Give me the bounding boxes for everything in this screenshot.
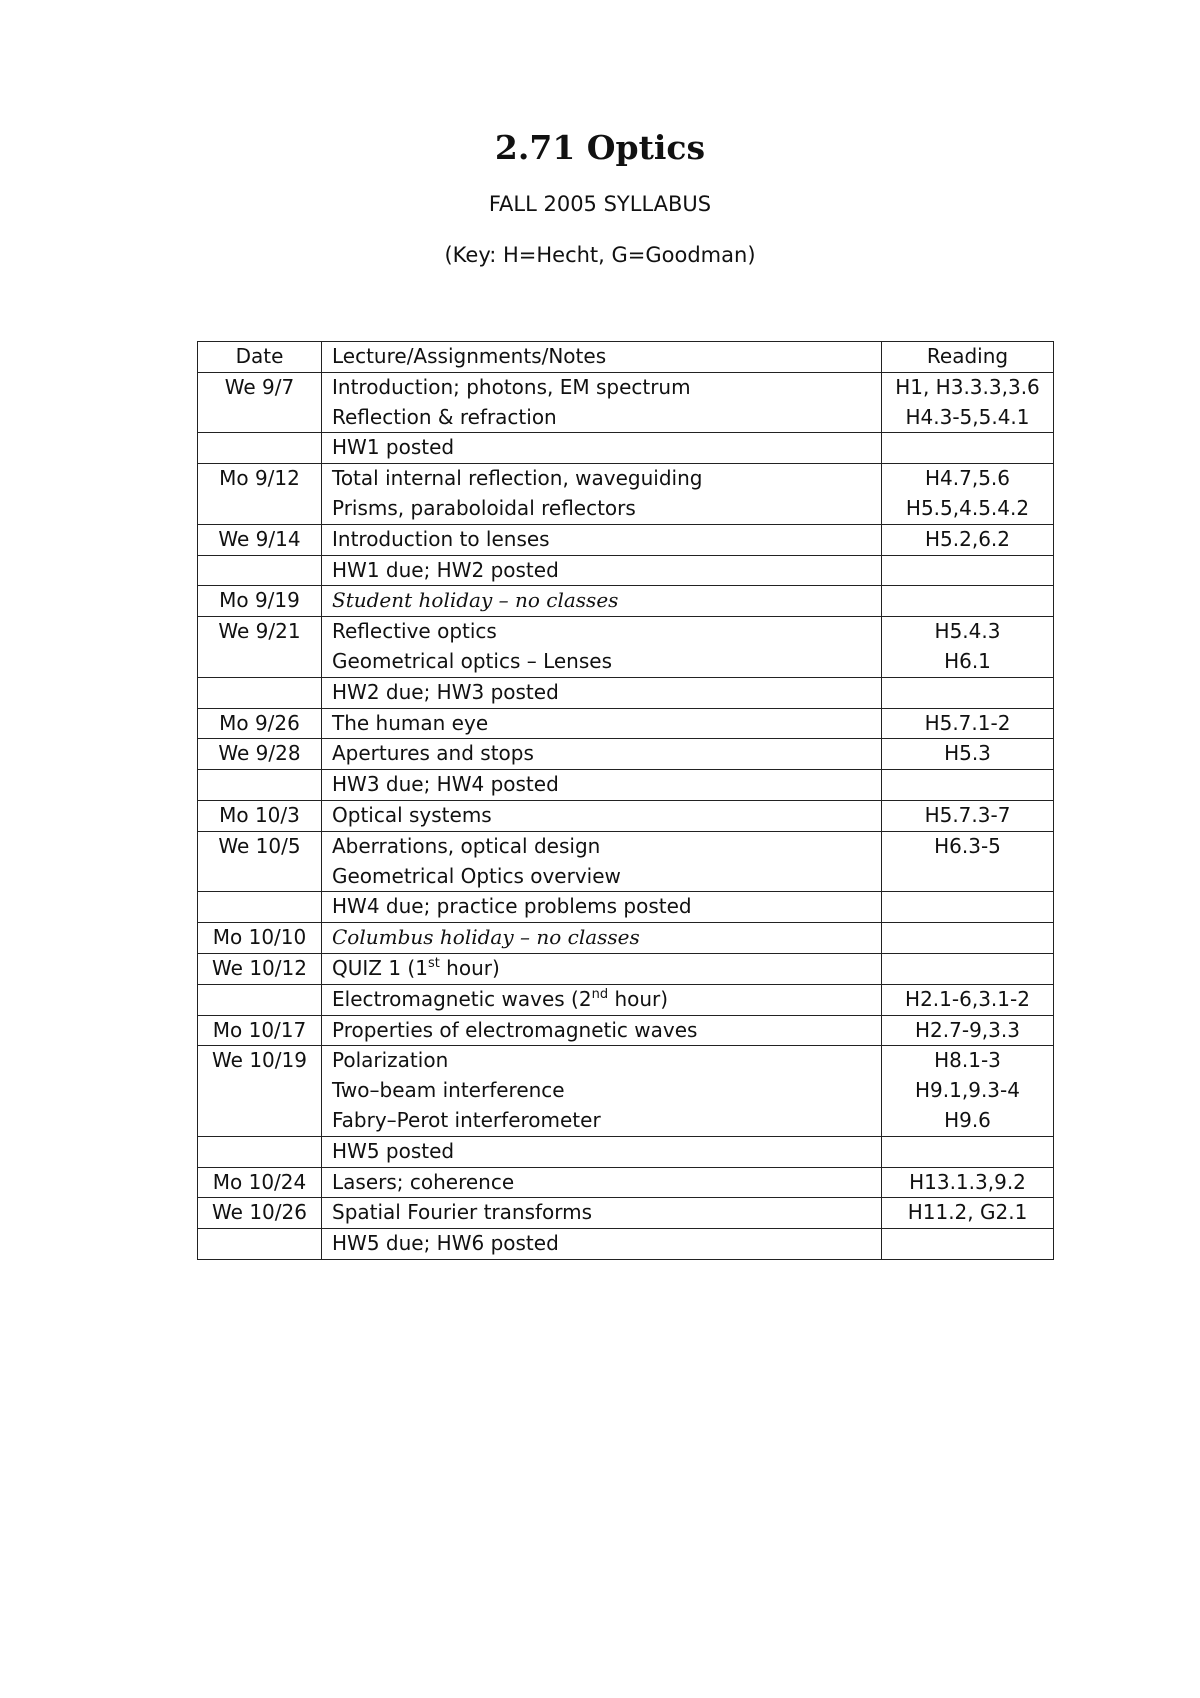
table-row	[198, 1046, 1054, 1076]
header-reading: Reading	[882, 342, 1054, 373]
table-row	[198, 1167, 1054, 1198]
table-row	[198, 739, 1054, 770]
table-row	[198, 1076, 1054, 1106]
lecture-cell	[322, 984, 882, 1015]
reading-cell	[882, 677, 1054, 708]
table-row	[198, 923, 1054, 954]
lecture-text-after: hour)	[439, 955, 500, 980]
lecture-cell	[322, 953, 882, 984]
date-cell	[198, 862, 322, 892]
reading-cell	[882, 953, 1054, 984]
lecture-cell: HW2 due; HW3 posted	[322, 677, 882, 708]
header-date: Date	[198, 342, 322, 373]
lecture-cell: HW3 due; HW4 posted	[322, 770, 882, 801]
table-row	[198, 1136, 1054, 1167]
table-row	[198, 1229, 1054, 1260]
table-row	[198, 708, 1054, 739]
date-cell: Mo 10/17	[198, 1015, 322, 1046]
date-cell	[198, 494, 322, 524]
syllabus-table-body	[198, 372, 1054, 1259]
lecture-cell: Two–beam interference	[322, 1076, 882, 1106]
table-row	[198, 770, 1054, 801]
table-row	[198, 953, 1054, 984]
table-header-row	[198, 342, 1054, 373]
table-row	[198, 1198, 1054, 1229]
date-cell	[198, 403, 322, 433]
table-row	[198, 464, 1054, 494]
date-cell: We 9/7	[198, 372, 322, 402]
lecture-cell: HW5 due; HW6 posted	[322, 1229, 882, 1260]
lecture-cell: Introduction; photons, EM spectrum	[322, 372, 882, 402]
lecture-cell: Introduction to lenses	[322, 524, 882, 555]
lecture-cell: Columbus holiday – no classes	[322, 923, 882, 954]
ordinal-superscript: nd	[591, 986, 609, 1002]
lecture-cell: HW1 due; HW2 posted	[322, 555, 882, 586]
reading-cell: H5.7.3-7	[882, 800, 1054, 831]
lecture-cell: HW4 due; practice problems posted	[322, 892, 882, 923]
lecture-text-after: hour)	[608, 986, 669, 1011]
reading-cell: H13.1.3,9.2	[882, 1167, 1054, 1198]
table-row	[198, 617, 1054, 647]
date-cell	[198, 984, 322, 1015]
reading-cell: H4.3-5,5.4.1	[882, 403, 1054, 433]
reading-cell: H5.7.1-2	[882, 708, 1054, 739]
date-cell: Mo 10/3	[198, 800, 322, 831]
date-cell	[198, 433, 322, 464]
reading-cell: H2.7-9,3.3	[882, 1015, 1054, 1046]
lecture-cell: HW5 posted	[322, 1136, 882, 1167]
reading-cell: H5.2,6.2	[882, 524, 1054, 555]
reading-cell: H5.5,4.5.4.2	[882, 494, 1054, 524]
reading-cell: H9.1,9.3-4	[882, 1076, 1054, 1106]
reading-cell	[882, 586, 1054, 617]
lecture-cell: Student holiday – no classes	[322, 586, 882, 617]
lecture-cell: Reflective optics	[322, 617, 882, 647]
date-cell: Mo 10/24	[198, 1167, 322, 1198]
reading-cell: H6.1	[882, 647, 1054, 677]
date-cell: We 9/14	[198, 524, 322, 555]
lecture-cell: Prisms, paraboloidal reflectors	[322, 494, 882, 524]
date-cell	[198, 1136, 322, 1167]
date-cell: Mo 9/26	[198, 708, 322, 739]
page-title: 2.71 Optics	[494, 128, 706, 167]
reading-cell	[882, 555, 1054, 586]
table-row	[198, 800, 1054, 831]
table-row	[198, 586, 1054, 617]
lecture-cell: Properties of electromagnetic waves	[322, 1015, 882, 1046]
table-row	[198, 1015, 1054, 1046]
lecture-cell: Total internal reflection, waveguiding	[322, 464, 882, 494]
reading-cell: H2.1-6,3.1-2	[882, 984, 1054, 1015]
reading-cell: H5.3	[882, 739, 1054, 770]
syllabus-table	[197, 341, 1054, 1260]
lecture-cell: Reflection & refraction	[322, 403, 882, 433]
date-cell	[198, 892, 322, 923]
date-cell: We 10/5	[198, 831, 322, 861]
table-row	[198, 433, 1054, 464]
table-row	[198, 892, 1054, 923]
lecture-text: Electromagnetic waves (2	[332, 986, 592, 1011]
table-row	[198, 831, 1054, 861]
table-row	[198, 984, 1054, 1015]
reading-cell	[882, 1136, 1054, 1167]
date-cell	[198, 1076, 322, 1106]
lecture-cell: The human eye	[322, 708, 882, 739]
table-row	[198, 862, 1054, 892]
table-row	[198, 677, 1054, 708]
page-subtitle: FALL 2005 SYLLABUS	[488, 192, 712, 216]
table-row	[198, 403, 1054, 433]
ordinal-superscript: st	[427, 955, 440, 971]
reading-cell: H8.1-3	[882, 1046, 1054, 1076]
lecture-cell: Optical systems	[322, 800, 882, 831]
date-cell: We 10/19	[198, 1046, 322, 1076]
table-row	[198, 524, 1054, 555]
date-cell	[198, 555, 322, 586]
reading-cell	[882, 770, 1054, 801]
lecture-cell: Aberrations, optical design	[322, 831, 882, 861]
table-row	[198, 555, 1054, 586]
lecture-cell: Geometrical Optics overview	[322, 862, 882, 892]
date-cell	[198, 770, 322, 801]
date-cell	[198, 1229, 322, 1260]
table-row	[198, 1106, 1054, 1136]
reading-cell	[882, 862, 1054, 892]
lecture-text: QUIZ 1 (1	[332, 955, 428, 980]
lecture-cell: HW1 posted	[322, 433, 882, 464]
reading-cell: H5.4.3	[882, 617, 1054, 647]
date-cell: We 9/21	[198, 617, 322, 647]
reading-cell	[882, 433, 1054, 464]
table-row	[198, 494, 1054, 524]
table-row	[198, 647, 1054, 677]
lecture-cell: Fabry–Perot interferometer	[322, 1106, 882, 1136]
table-row	[198, 372, 1054, 402]
lecture-cell: Apertures and stops	[322, 739, 882, 770]
reading-key: (Key: H=Hecht, G=Goodman)	[444, 243, 756, 267]
reading-cell	[882, 923, 1054, 954]
lecture-cell: Geometrical optics – Lenses	[322, 647, 882, 677]
date-cell: Mo 10/10	[198, 923, 322, 954]
reading-cell: H4.7,5.6	[882, 464, 1054, 494]
lecture-cell: Polarization	[322, 1046, 882, 1076]
reading-cell: H9.6	[882, 1106, 1054, 1136]
header-lecture: Lecture/Assignments/Notes	[322, 342, 882, 373]
date-cell: We 10/26	[198, 1198, 322, 1229]
lecture-cell: Spatial Fourier transforms	[322, 1198, 882, 1229]
reading-cell: H6.3-5	[882, 831, 1054, 861]
reading-cell: H11.2, G2.1	[882, 1198, 1054, 1229]
reading-cell	[882, 892, 1054, 923]
reading-cell	[882, 1229, 1054, 1260]
reading-cell: H1, H3.3.3,3.6	[882, 372, 1054, 402]
date-cell	[198, 647, 322, 677]
date-cell	[198, 677, 322, 708]
lecture-cell: Lasers; coherence	[322, 1167, 882, 1198]
date-cell	[198, 1106, 322, 1136]
date-cell: We 10/12	[198, 953, 322, 984]
date-cell: Mo 9/19	[198, 586, 322, 617]
date-cell: We 9/28	[198, 739, 322, 770]
date-cell: Mo 9/12	[198, 464, 322, 494]
